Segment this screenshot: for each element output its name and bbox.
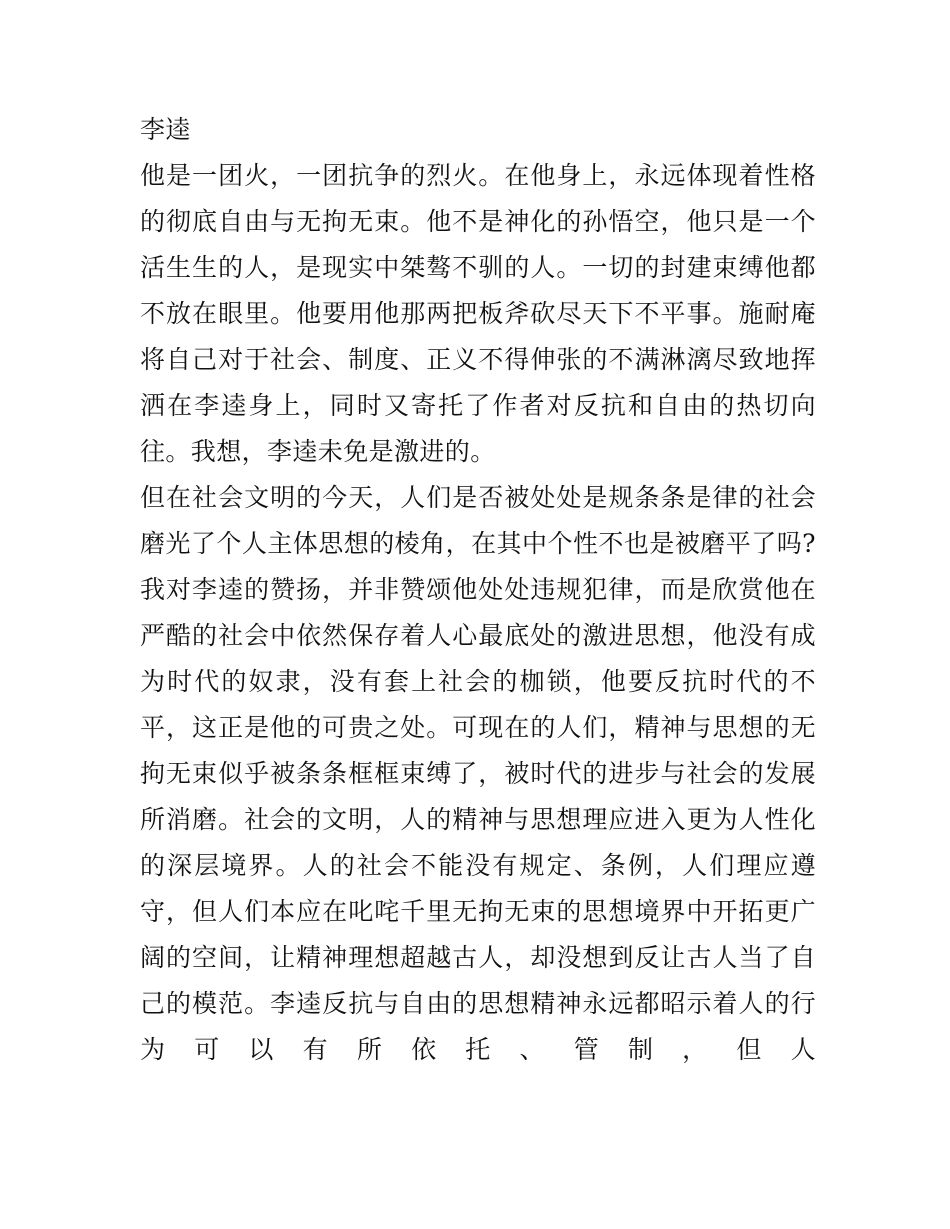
document-title: 李逵 — [140, 115, 191, 144]
paragraph-1: 他是一团火，一团抗争的烈火。在他身上，永远体现着性格的彻底自由与无拘无束。他不是神化的孙悟空，他只是一个活生生的人，是现实中桀骜不驯的人。一切的封建束缚他都不放在眼里。他要用他那两把板斧砍尽天下不平事。施耐庵将自己对于社会、制度、正义不得伸张的不满淋漓尽致地挥洒在李逵身上，同时又寄托了作者对反抗和自由的热切向往。我想，李逵未免是激进的。 — [140, 161, 816, 466]
document-body — [140, 107, 816, 1073]
paragraph-2: 但在社会文明的今天，人们是否被处处是规条条是律的社会磨光了个人主体思想的棱角，在其中个性不也是被磨平了吗?我对李逵的赞扬，并非赞颂他处处违规犯律，而是欣赏他在严酷的社会中依然保存着人心最底处的激进思想，他没有成为时代的奴隶，没有套上社会的枷锁，他要反抗时代的不平，这正是他的可贵之处。可现在的人们，精神与思想的无拘无束似乎被条条框框束缚了，被时代的进步与社会的发展所消磨。社会的文明，人的精神与思想理应进入更为人性化的深层境界。人的社会不能没有规定、条例，人们理应遵守，但人们本应在叱咤千里无拘无束的思想境界中开拓更广阔的空间，让精神理想超越古人，却没想到反让古人当了自己的模范。李逵反抗与自由的思想精神永远都昭示着人的行为可以有所依托、管制，但人 — [140, 483, 816, 1064]
